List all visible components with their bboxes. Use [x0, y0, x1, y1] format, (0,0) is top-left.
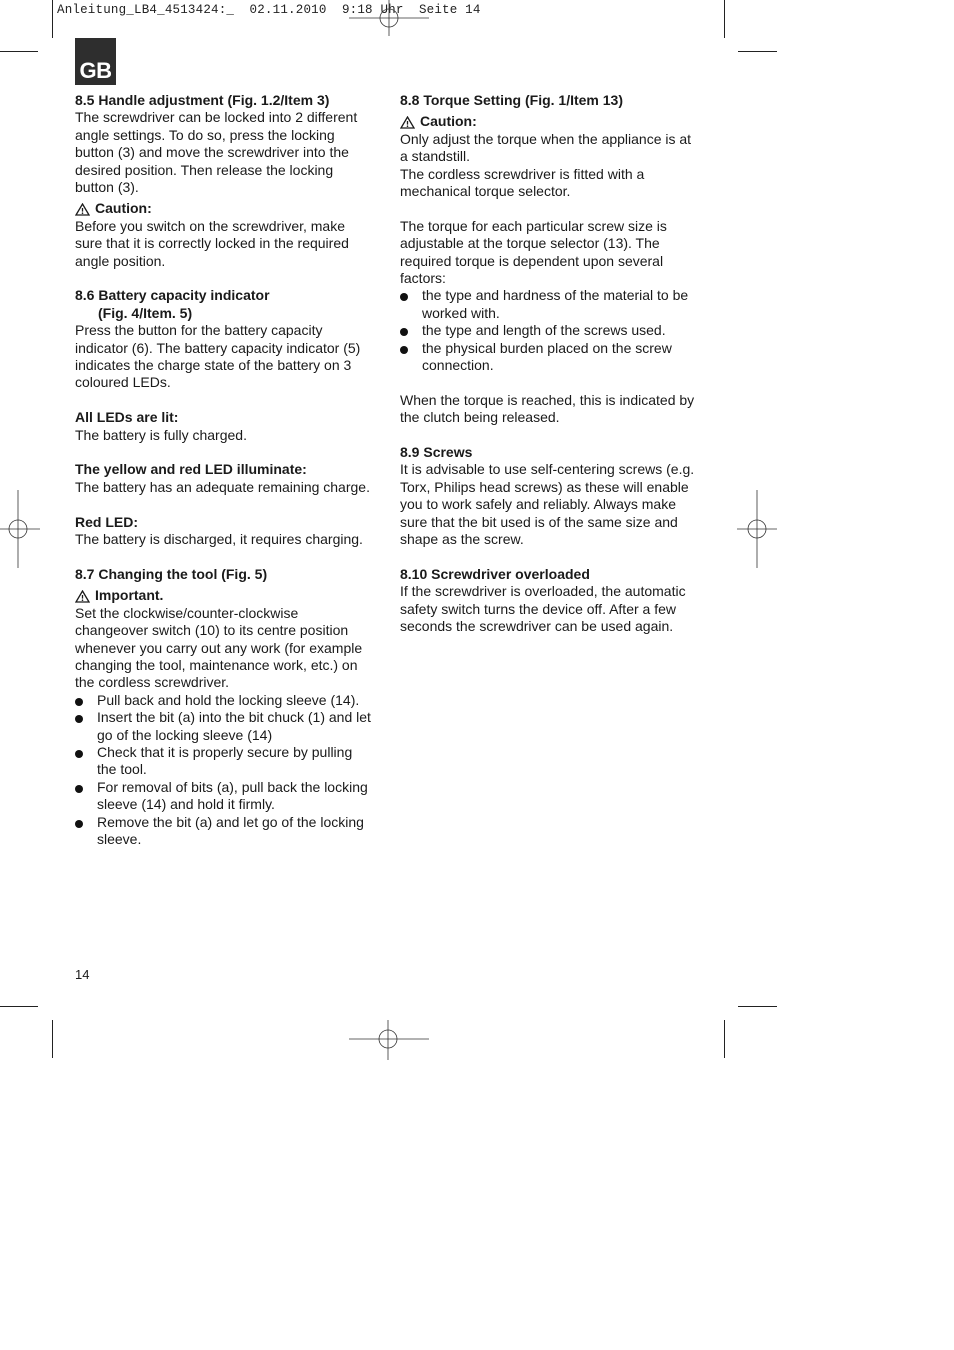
text-line: button (3) and move the screwdriver into the: [75, 144, 349, 161]
bullet-icon: [75, 750, 83, 758]
page-number: 14: [75, 967, 90, 982]
text-line: It is advisable to use self-centering screws (e.g.: [400, 461, 695, 478]
warning-triangle-icon: [75, 203, 90, 216]
text-line: factors:: [400, 270, 446, 287]
bullet-icon: [75, 698, 83, 706]
caution-label: [75, 200, 380, 217]
section-heading-8-10: 8.10 Screwdriver overloaded: [400, 565, 590, 582]
list-item: the type and length of the screws used.: [400, 322, 705, 339]
text-line: Before you switch on the screwdriver, make: [75, 217, 346, 234]
print-slug: Anleitung_LB4_4513424:_ 02.11.2010 9:18 Uhr Seite 14: [57, 3, 481, 17]
text-line: Only adjust the torque when the appliance is at: [400, 130, 692, 147]
subheading-all-leds: All LEDs are lit:: [75, 409, 179, 426]
registration-mark-right: [737, 490, 777, 568]
list-item: Check that it is properly secure by pulling the tool.: [75, 744, 380, 779]
text-line: whenever you carry out any work (for example: [75, 639, 363, 656]
crop-mark-top-left-v: [52, 0, 53, 38]
section-heading-8-8: 8.8 Torque Setting (Fig. 1/Item 13): [400, 92, 623, 108]
bullet-icon: [400, 293, 408, 301]
caution-label: [400, 113, 705, 130]
section-heading-8-7: 8.7 Changing the tool (Fig. 5): [75, 565, 268, 582]
text-line: sure that the bit used is of the same size and: [400, 513, 678, 530]
left-column: [75, 92, 380, 848]
language-badge-label: GB: [79, 58, 112, 83]
caution-label-text: Caution:: [420, 113, 477, 130]
right-column: [400, 92, 705, 636]
list-item: the type and hardness of the material to be worked with.: [400, 287, 705, 322]
bullet-icon: [75, 715, 83, 723]
text-line: The cordless screwdriver is fitted with a: [400, 165, 645, 182]
text-line: Set the clockwise/counter-clockwise: [75, 604, 299, 621]
bullet-icon: [75, 785, 83, 793]
registration-mark-left: [0, 490, 40, 568]
crop-mark-top-right-h: [738, 51, 777, 52]
text-line: When the torque is reached, this is indicated by: [400, 391, 695, 408]
important-label-text: Important.: [95, 587, 164, 604]
bullet-icon: [75, 820, 83, 828]
bullet-list-torque-factors: [400, 287, 705, 374]
bullet-icon: [400, 328, 408, 336]
text-line: The battery has an adequate remaining charge.: [75, 478, 370, 495]
list-item: Pull back and hold the locking sleeve (14).: [75, 692, 380, 709]
crop-mark-bottom-left-v: [52, 1020, 53, 1058]
text-line: changing the tool, maintenance work, etc.) on: [75, 656, 358, 673]
crop-mark-top-left-h: [0, 51, 38, 52]
text-line: seconds the screwdriver can be used again.: [400, 618, 674, 635]
list-item: For removal of bits (a), pull back the locking sleeve (14) and hold it firmly.: [75, 779, 380, 814]
warning-triangle-icon: [75, 590, 90, 603]
text-line: changeover switch (10) to its centre position: [75, 622, 349, 639]
text-line: The torque for each particular screw size is: [400, 217, 667, 234]
text-line: coloured LEDs.: [75, 374, 171, 391]
text-line: angle position.: [75, 252, 166, 269]
text-line: The battery is fully charged.: [75, 426, 247, 443]
section-heading-8-5: 8.5 Handle adjustment (Fig. 1.2/Item 3): [75, 92, 330, 108]
bullet-list-tool-change: [75, 692, 380, 849]
language-badge: [75, 38, 116, 85]
list-item: Insert the bit (a) into the bit chuck (1) and let go of the locking sleeve (14): [75, 709, 380, 744]
text-line: The screwdriver can be locked into 2 different: [75, 109, 358, 126]
text-line: Press the button for the battery capacity: [75, 322, 323, 339]
text-line: angle settings. To do so, press the locking: [75, 126, 335, 143]
subheading-yellow-red-led: The yellow and red LED illuminate:: [75, 461, 307, 478]
text-line: mechanical torque selector.: [400, 183, 571, 200]
crop-mark-bottom-left-h: [0, 1006, 38, 1007]
text-line: If the screwdriver is overloaded, the automatic: [400, 583, 686, 600]
text-line: you to work safely and reliably. Always make: [400, 496, 676, 513]
registration-mark-top: [349, 0, 429, 36]
text-line: Torx, Philips head screws) as these will enable: [400, 478, 689, 495]
text-line: sure that it is correctly locked in the required: [75, 235, 349, 252]
text-line: safety switch turns the device off. After a few: [400, 600, 676, 617]
section-heading-8-6: 8.6 Battery capacity indicator: [75, 287, 270, 304]
important-label: [75, 587, 380, 604]
section-heading-8-6-sub: (Fig. 4/Item. 5): [98, 304, 193, 321]
subheading-red-led: Red LED:: [75, 513, 138, 530]
list-item: Remove the bit (a) and let go of the locking sleeve.: [75, 814, 380, 849]
list-item: the physical burden placed on the screw connection.: [400, 340, 705, 375]
crop-mark-top-right-v: [724, 0, 725, 38]
text-line: the clutch being released.: [400, 409, 560, 426]
crop-mark-bottom-right-h: [738, 1006, 777, 1007]
registration-mark-bottom: [349, 1020, 429, 1060]
warning-triangle-icon: [400, 116, 415, 129]
text-line: a standstill.: [400, 148, 471, 165]
text-line: The battery is discharged, it requires charging.: [75, 531, 363, 548]
text-line: adjustable at the torque selector (13). The: [400, 235, 660, 252]
text-line: desired position. Then release the locking: [75, 161, 334, 178]
text-line: indicator (6). The battery capacity indicator (5): [75, 339, 361, 356]
caution-label-text: Caution:: [95, 200, 152, 217]
text-line: the cordless screwdriver.: [75, 674, 230, 691]
text-line: required torque is dependent upon several: [400, 252, 664, 269]
crop-mark-bottom-right-v: [724, 1020, 725, 1058]
text-line: indicates the charge state of the battery on 3: [75, 357, 352, 374]
text-line: shape as the screw.: [400, 531, 524, 548]
bullet-icon: [400, 346, 408, 354]
text-line: button (3).: [75, 179, 139, 196]
section-heading-8-9: 8.9 Screws: [400, 444, 473, 461]
